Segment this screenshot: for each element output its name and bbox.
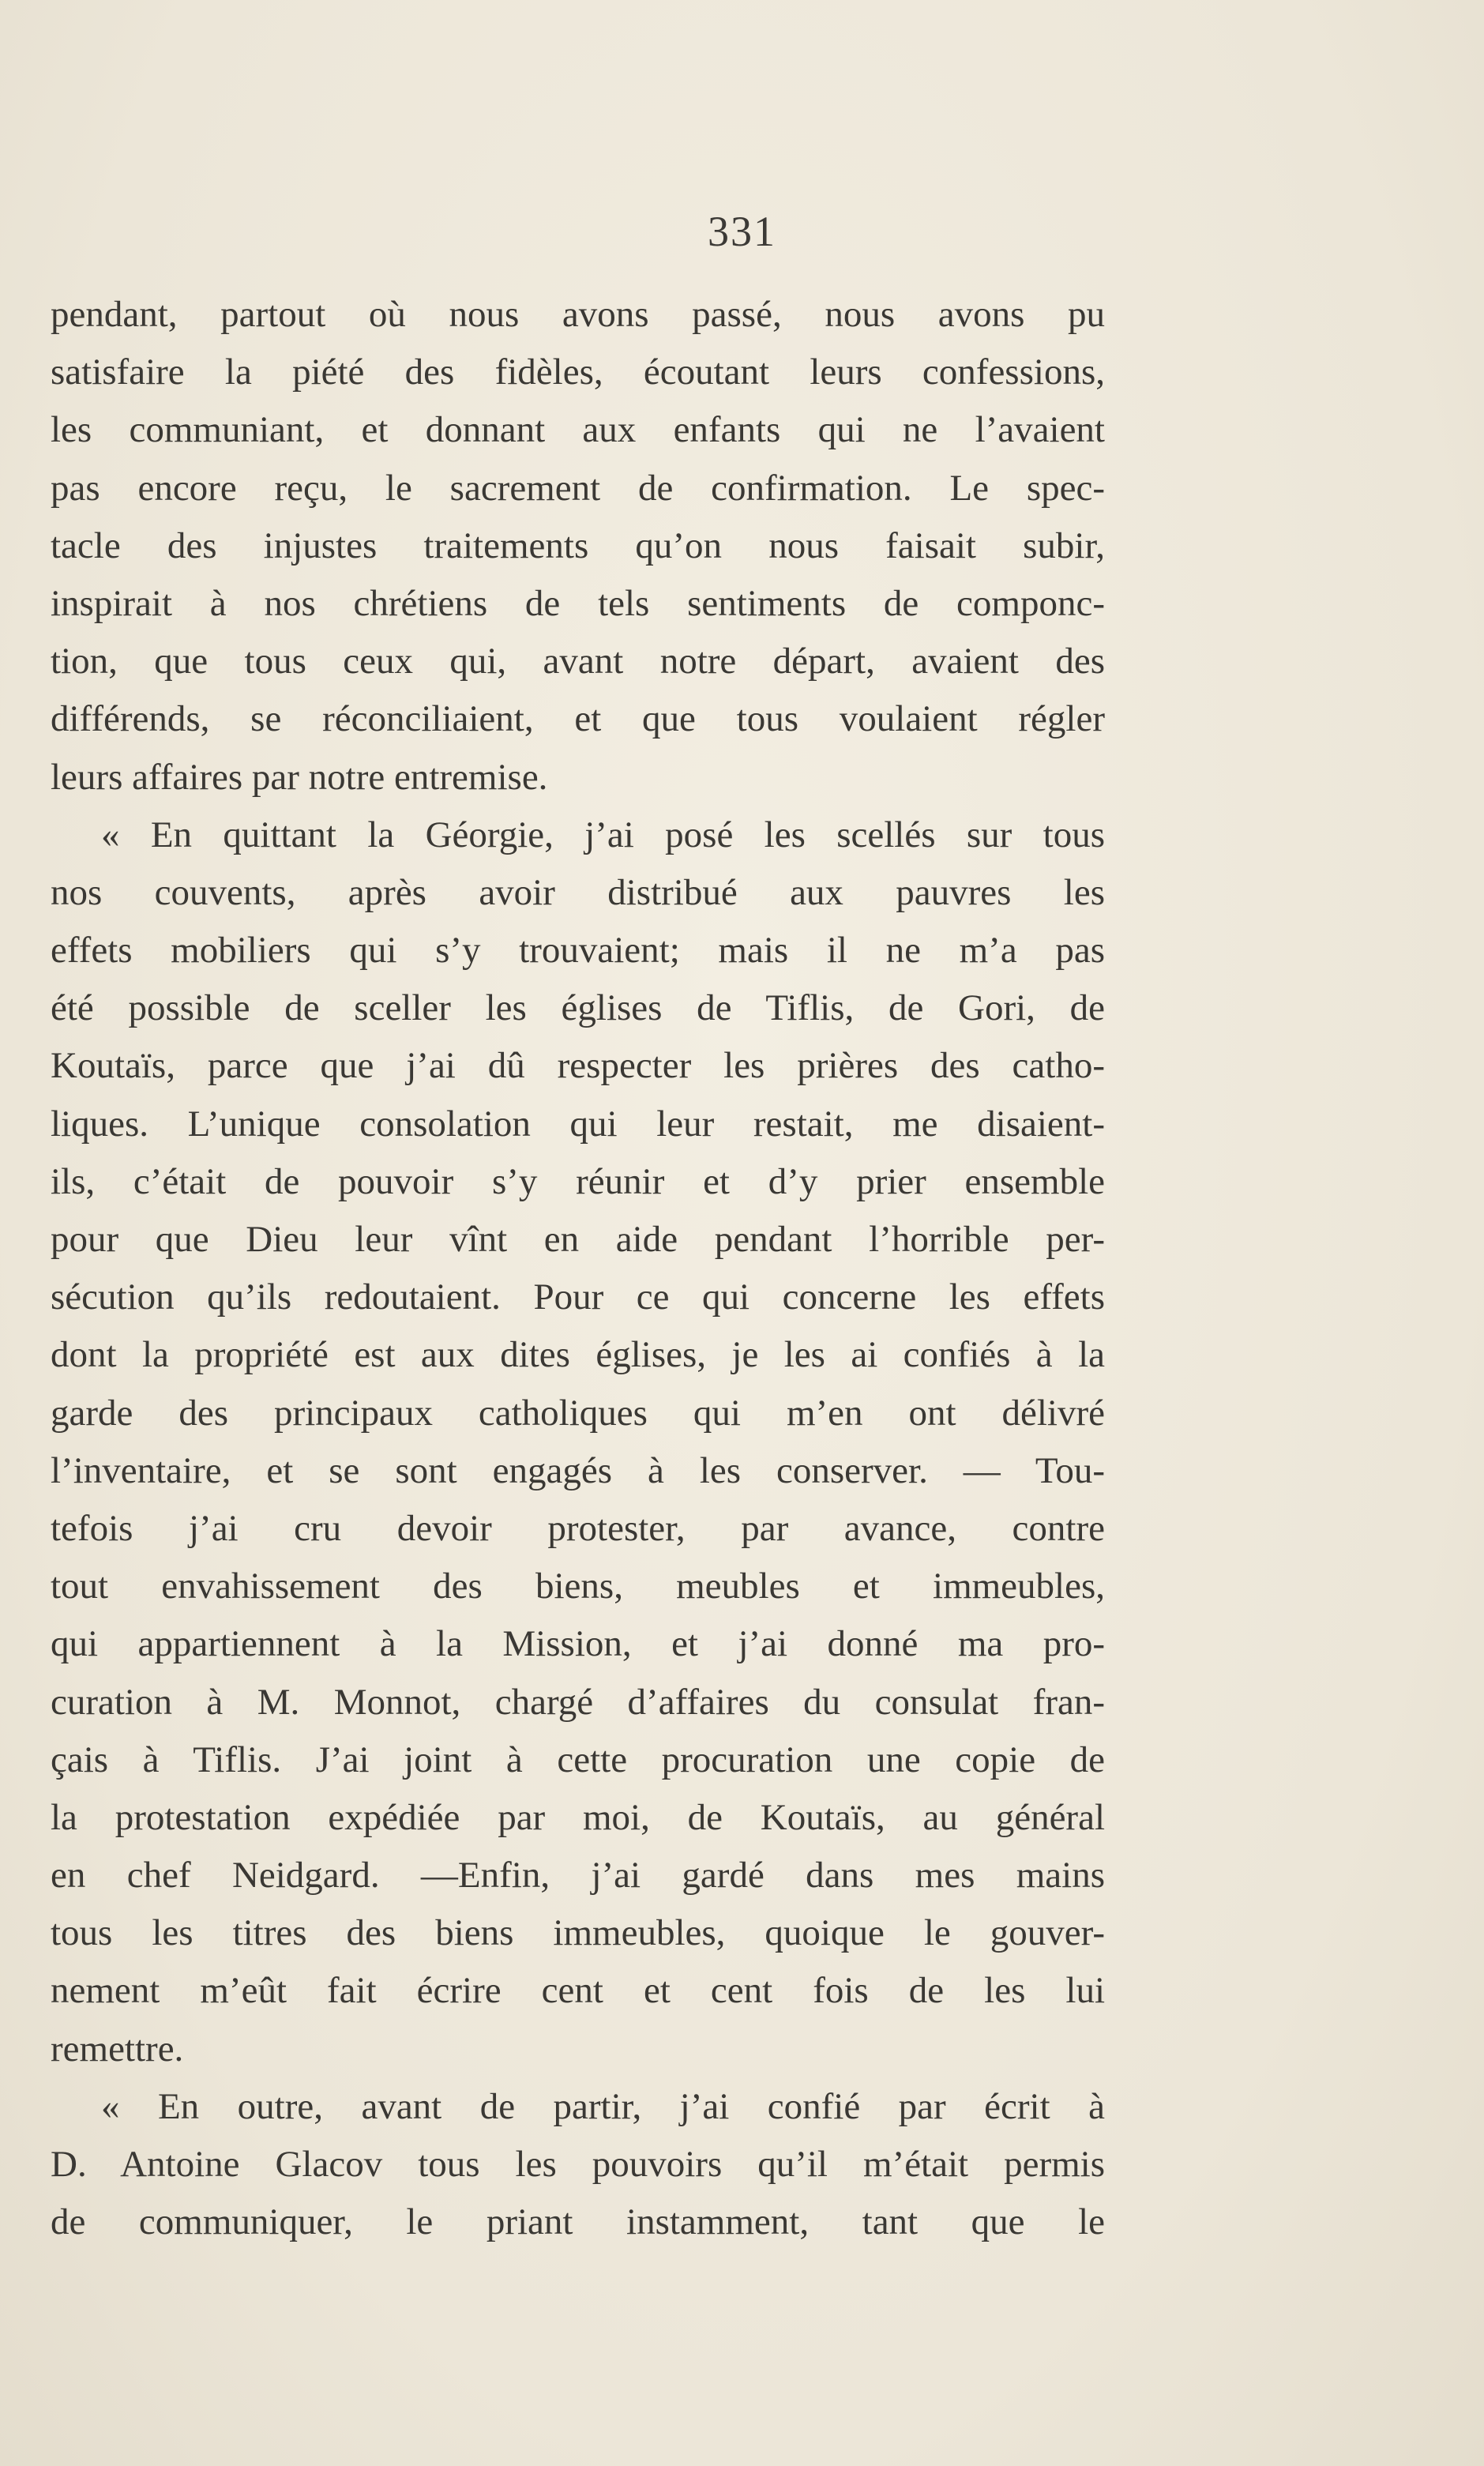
- text-line: inspirait à nos chrétiens de tels sentiments de componc-: [51, 582, 1105, 624]
- text-line: pour que Dieu leur vînt en aide pendant l’horrible per-: [51, 1219, 1105, 1260]
- text-line: qui appartiennent à la Mission, et j’ai donné ma pro-: [51, 1623, 1105, 1665]
- text-line: nos couvents, après avoir distribué aux pauvres les: [51, 871, 1105, 913]
- text-line: satisfaire la piété des fidèles, écoutant leurs confessions,: [51, 351, 1105, 393]
- text-line: liques. L’unique consolation qui leur restait, me disaient-: [51, 1103, 1105, 1145]
- text-line: tefois j’ai cru devoir protester, par avance, contre: [51, 1507, 1105, 1549]
- text-line: nement m’eût fait écrire cent et cent fois de les lui: [51, 1970, 1105, 2012]
- text-line: curation à M. Monnot, chargé d’affaires du consulat fran-: [51, 1681, 1105, 1723]
- text-line: çais à Tiflis. J’ai joint à cette procuration une copie de: [51, 1739, 1105, 1780]
- text-line: leurs affaires par notre entremise.: [51, 756, 548, 798]
- text-line: Koutaïs, parce que j’ai dû respecter les prières des catho-: [51, 1045, 1105, 1087]
- body-text: [51, 286, 1105, 2251]
- text-line: garde des principaux catholiques qui m’en ont délivré: [51, 1392, 1105, 1434]
- text-line: tacle des injustes traitements qu’on nous faisait subir,: [51, 524, 1105, 566]
- text-line: ils, c’était de pouvoir s’y réunir et d’y prier ensemble: [51, 1160, 1105, 1202]
- text-line: tout envahissement des biens, meubles et immeubles,: [51, 1566, 1105, 1607]
- text-line: sécution qu’ils redoutaient. Pour ce qui concerne les effets: [51, 1276, 1105, 1318]
- text-line: effets mobiliers qui s’y trouvaient; mais il ne m’a pas: [51, 930, 1105, 972]
- text-line: de communiquer, le priant instamment, tant que le: [51, 2201, 1105, 2243]
- text-line: différends, se réconciliaient, et que tous voulaient régler: [51, 698, 1105, 740]
- page-number: 331: [708, 208, 776, 255]
- text-line: l’inventaire, et se sont engagés à les conserver. — Tou-: [51, 1449, 1105, 1491]
- text-line: dont la propriété est aux dites églises, je les ai confiés à la: [51, 1334, 1105, 1376]
- text-line: pendant, partout où nous avons passé, nous avons pu: [51, 294, 1105, 335]
- text-line: en chef Neidgard. —Enfin, j’ai gardé dans mes mains: [51, 1855, 1105, 1896]
- text-line: pas encore reçu, le sacrement de confirmation. Le spec-: [51, 467, 1105, 509]
- text-line: les communiant, et donnant aux enfants qui ne l’avaient: [51, 409, 1105, 451]
- text-line: tion, que tous ceux qui, avant notre départ, avaient des: [51, 641, 1105, 682]
- text-line: « En quittant la Géorgie, j’ai posé les scellés sur tous: [101, 814, 1105, 855]
- text-line: remettre.: [51, 2028, 184, 2069]
- text-line: la protestation expédiée par moi, de Koutaïs, au général: [51, 1796, 1105, 1838]
- text-line: D. Antoine Glacov tous les pouvoirs qu’il m’était permis: [51, 2144, 1105, 2185]
- text-line: « En outre, avant de partir, j’ai confié par écrit à: [101, 2085, 1105, 2127]
- text-line: tous les titres des biens immeubles, quoique le gouver-: [51, 1912, 1105, 1954]
- text-line: été possible de sceller les églises de Tiflis, de Gori, de: [51, 987, 1105, 1029]
